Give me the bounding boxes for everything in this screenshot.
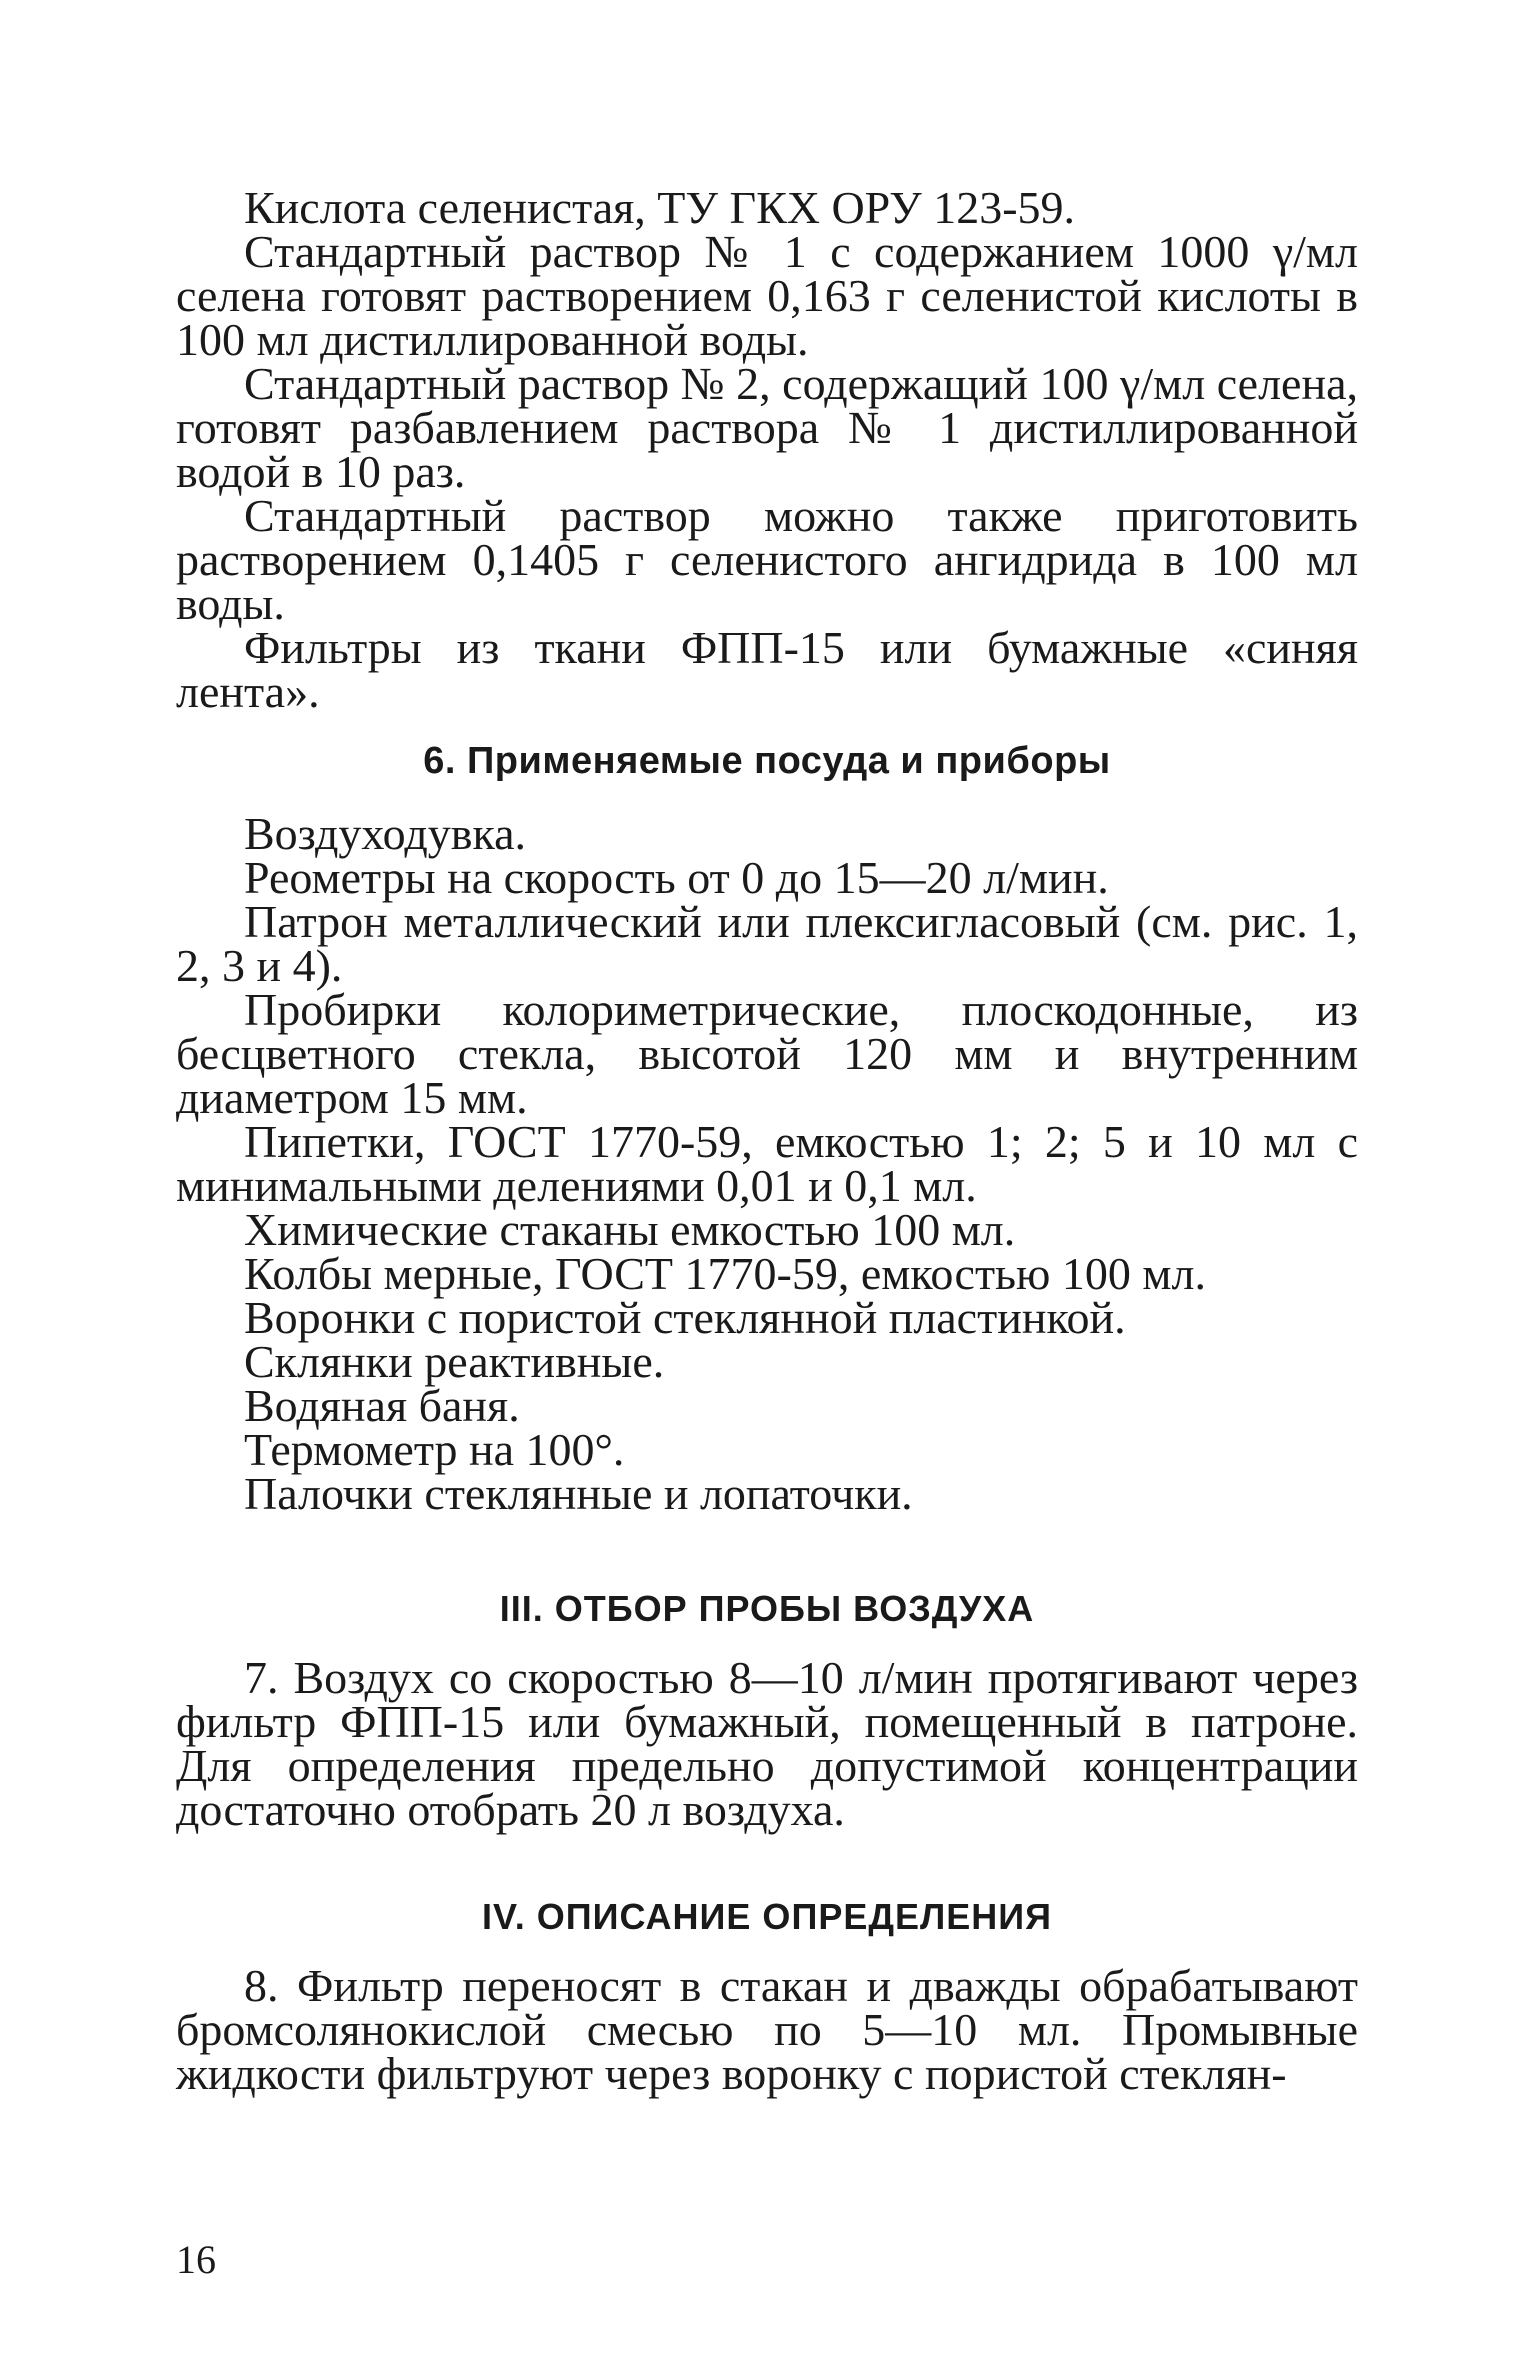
equipment-list [176,808,1358,1519]
list-item: Реометры на скорость от 0 до 15—20 л/мин. [244,852,1109,903]
section4-heading: IV. ОПИСАНИЕ ОПРЕДЕЛЕНИЯ [481,1896,1053,1937]
paragraph-standard-solution-2: Стандартный раствор № 2, содержащий 100 γ/мл селена, готовят разбавлением раствора № 1 дистиллированной водой в 10 раз. [176,358,1358,497]
list-item: Колбы мерные, ГОСТ 1770-59, емкостью 100 мл. [244,1248,1206,1299]
list-item: Пробирки колориметрические, плоскодонные, из бесцветного стекла, высотой 120 мм и внутренним диаметром 15 мм. [176,984,1358,1123]
list-item: Термометр на 100°. [244,1424,625,1475]
list-item: Химические стаканы емкостью 100 мл. [244,1204,1016,1255]
paragraph-standard-solution-1: Стандартный раствор № 1 с содержанием 1000 γ/мл селена готовят растворением 0,163 г селенистой кислоты в 100 мл дистиллированной воды. [176,226,1358,365]
list-item: Пипетки, ГОСТ 1770-59, емкостью 1; 2; 5 и 10 мл с минимальными делениями 0,01 и 0,1 мл. [176,1116,1358,1211]
section3-body [176,1652,1358,1835]
section5-tail [176,182,1358,717]
section4-body [176,1960,1358,2099]
list-item: Водяная баня. [244,1380,520,1431]
paragraph-8: 8. Фильтр переносят в стакан и дважды обрабатывают бромсолянокислой смесью по 5—10 мл. Промывные жидкости фильтруют через воронку с пористой стеклян- [176,1960,1358,2099]
page-number: 16 [176,2237,216,2282]
list-item: Склянки реактивные. [244,1336,665,1387]
paragraph-7: 7. Воздух со скоростью 8—10 л/мин протягивают через фильтр ФПП-15 или бумажный, помещенный в патроне. Для определения предельно допустимой концентрации достаточно отобрать 20 л воздуха. [176,1652,1358,1835]
section3-heading: III. ОТБОР ПРОБЫ ВОЗДУХА [499,1588,1035,1629]
list-item: Патрон металлический или плексигласовый (см. рис. 1, 2, 3 и 4). [176,896,1358,991]
section6-heading: 6. Применяемые посуда и приборы [423,740,1111,782]
list-item: Воронки с пористой стеклянной пластинкой. [244,1292,1126,1343]
paragraph-filters: Фильтры из ткани ФПП-15 или бумажные «синяя лента». [176,622,1358,717]
paragraph-standard-solution-alt: Стандартный раствор можно также приготовить растворением 0,1405 г селенистого ангидрида в 100 мл воды. [176,490,1358,629]
paragraph-selenous-acid: Кислота селенистая, ТУ ГКХ ОРУ 123-59. [244,182,1076,233]
list-item: Воздуходувка. [244,808,527,859]
list-item: Палочки стеклянные и лопаточки. [244,1468,913,1519]
